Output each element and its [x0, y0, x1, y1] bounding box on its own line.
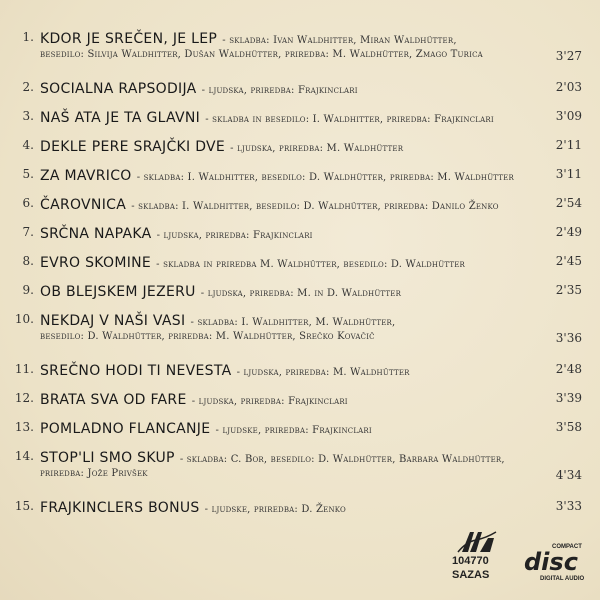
track-title: ČAROVNICA [40, 197, 127, 213]
track-credits: - ljudska, priredba: M. in D. Waldhütter [200, 288, 402, 299]
track-number: 3. [22, 109, 34, 123]
track-credits-continued: priredba: Jože Privšek [40, 468, 148, 479]
record-label-logo-icon [456, 528, 498, 554]
track-title: SOCIALNA RAPSODIJA [40, 81, 197, 97]
cd-logo-top: COMPACT [552, 544, 582, 550]
track-number: 8. [22, 254, 34, 268]
track-line [40, 310, 560, 329]
track-credits: - ljudska, priredba: M. Waldhütter [230, 143, 404, 154]
track-credits: - ljudske, priredba: D. Ženko [204, 504, 346, 515]
track-duration: 2'49 [555, 225, 582, 239]
track-credits: - skladba in besedilo: I. Waldhitter, priredba: Frajkinclari [205, 114, 494, 125]
track-duration: 2'35 [555, 283, 582, 297]
track-duration: 2'03 [555, 80, 582, 94]
track-duration: 2'11 [555, 138, 582, 152]
track-title: SREČNO HODI TI NEVESTA [40, 363, 232, 379]
track-line [40, 78, 560, 97]
cd-logo-bottom: DIGITAL AUDIO [540, 576, 585, 582]
track-line [40, 389, 560, 408]
track-number: 4. [22, 138, 34, 152]
compact-disc-logo-icon [520, 540, 590, 585]
track-title: DEKLE PERE SRAJČKI DVE [40, 139, 226, 155]
track-line [40, 28, 560, 47]
track-line [40, 165, 560, 184]
track-line [40, 418, 560, 437]
track-number: 2. [22, 80, 34, 94]
track-title: NEKDAJ V NAŠI VASI [40, 313, 186, 329]
track-title: STOP'LI SMO SKUP [40, 450, 175, 466]
track-credits: - ljudska, priredba: Frajkinclari [201, 85, 358, 96]
track-title: POMLADNO FLANCANJE [40, 421, 211, 437]
track-duration: 3'58 [555, 420, 582, 434]
track-title: SRČNA NAPAKA [40, 226, 152, 242]
track-title: FRAJKINCLERS BONUS [40, 500, 200, 516]
track-credits: - skladba: I. Waldhitter, besedilo: D. Waldhütter, priredba: M. Waldhütter [136, 172, 514, 183]
catalog-number: 104770 [452, 555, 489, 567]
track-line [40, 252, 560, 271]
track-title: OB BLEJSKEM JEZERU [40, 284, 196, 300]
track-line [40, 360, 560, 379]
track-title: BRATA SVA OD FARE [40, 392, 187, 408]
track-title: KDOR JE SREČEN, JE LEP [40, 31, 218, 47]
track-number: 10. [14, 312, 34, 326]
track-duration: 3'36 [555, 331, 582, 345]
track-credits: - skladba: I. Waldhitter, M. Waldhütter, [190, 317, 396, 328]
cd-logo-word: disc [524, 548, 578, 576]
track-line [40, 223, 560, 242]
track-credits: - ljudska, priredba: Frajkinclari [156, 230, 313, 241]
track-credits: - ljudska, priredba: M. Waldhütter [236, 367, 410, 378]
track-title: NAŠ ATA JE TA GLAVNI [40, 110, 201, 126]
track-line [40, 107, 560, 126]
track-duration: 4'34 [555, 468, 582, 482]
label-block [452, 528, 502, 582]
track-line [40, 136, 560, 155]
track-title: EVRO SKOMINE [40, 255, 152, 271]
track-credits: - skladba in priredba M. Waldhütter, besedilo: D. Waldhütter [156, 259, 465, 270]
track-number: 5. [22, 167, 34, 181]
track-duration: 3'09 [555, 109, 582, 123]
track-credits: - skladba: C. Bor, besedilo: D. Waldhütter, Barbara Waldhütter, [179, 454, 505, 465]
track-credits: - skladba: I. Waldhitter, besedilo: D. Waldhütter, priredba: Danilo Ženko [131, 201, 499, 212]
track-duration: 2'54 [555, 196, 582, 210]
track-line [40, 281, 560, 300]
track-number: 14. [14, 449, 34, 463]
track-number: 6. [22, 196, 34, 210]
track-number: 9. [22, 283, 34, 297]
track-duration: 3'27 [555, 49, 582, 63]
track-credits: - ljudska, priredba: Frajkinclari [191, 396, 348, 407]
track-credits-continued: besedilo: Silvija Waldhitter, Dušan Waldhütter, priredba: M. Waldhütter, Zmago Turica [40, 49, 483, 60]
track-number: 7. [22, 225, 34, 239]
track-credits-continued: besedilo: D. Waldhütter, priredba: M. Waldhütter, Srečko Kovačič [40, 331, 375, 342]
track-credits: - skladba: Ivan Waldhitter, Miran Waldhütter, [222, 35, 457, 46]
track-number: 15. [14, 499, 34, 513]
track-line [40, 497, 560, 516]
track-duration: 3'11 [555, 167, 582, 181]
track-title: ZA MAVRICO [40, 168, 132, 184]
track-number: 1. [22, 30, 34, 44]
track-number: 12. [14, 391, 34, 405]
track-line [40, 447, 560, 466]
track-duration: 3'39 [555, 391, 582, 405]
track-line [40, 194, 560, 213]
rights-org: SAZAS [452, 569, 490, 581]
track-duration: 2'48 [555, 362, 582, 376]
track-duration: 3'33 [555, 499, 582, 513]
track-number: 11. [14, 362, 34, 376]
track-number: 13. [14, 420, 34, 434]
track-duration: 2'45 [555, 254, 582, 268]
track-credits: - ljudske, priredba: Frajkinclari [215, 425, 372, 436]
